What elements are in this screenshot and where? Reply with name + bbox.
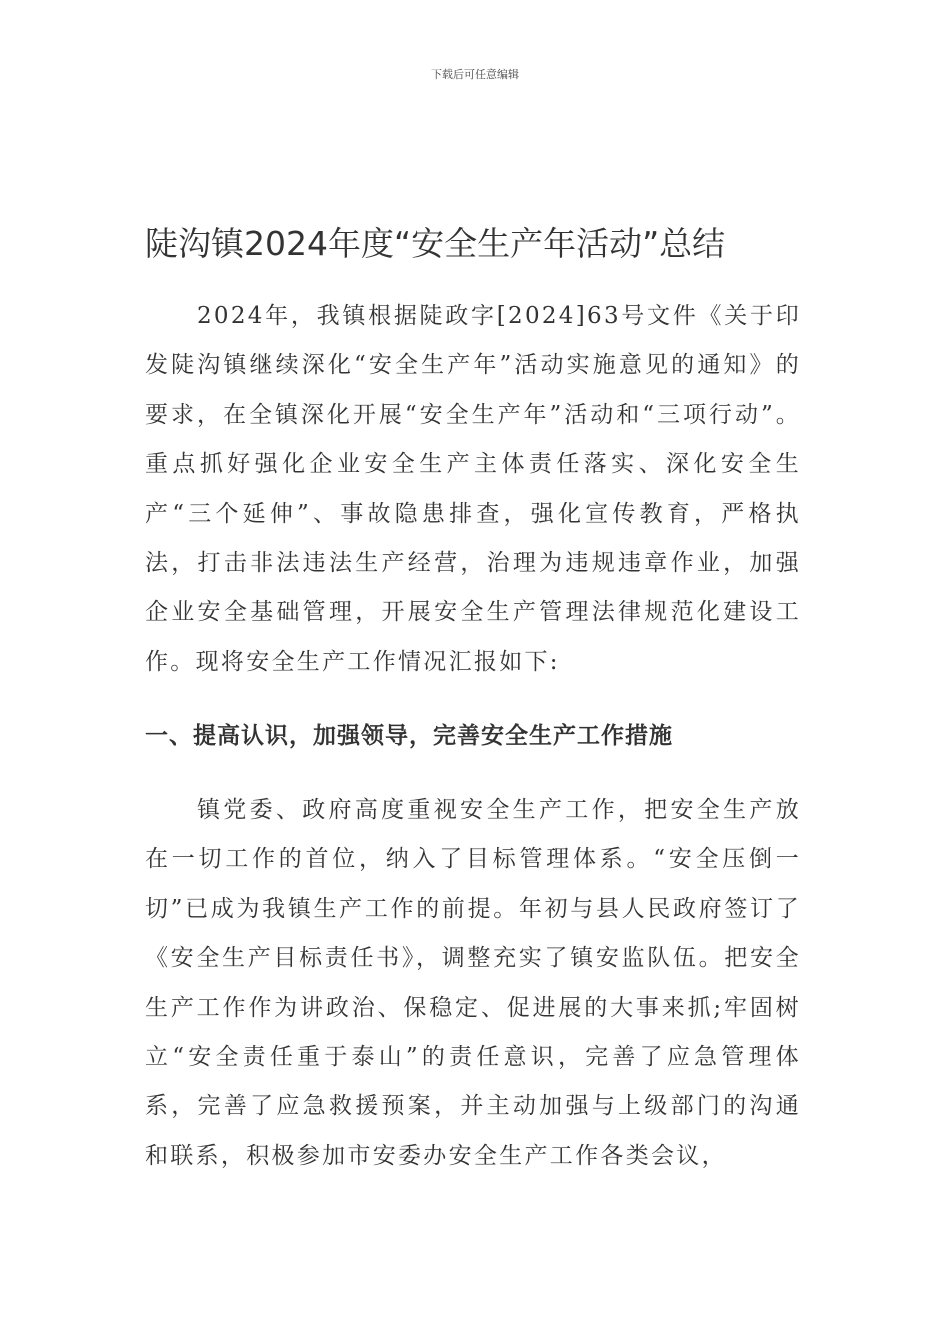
page-header-note: 下载后可任意编辑 (431, 68, 519, 81)
section-heading: 一、提高认识，加强领导，完善安全生产工作措施 (145, 723, 673, 749)
body-paragraph: 镇党委、政府高度重视安全生产工作，把安全生产放在一切工作的首位，纳入了目标管理体系。“安全压倒一切”已成为我镇生产工作的前提。年初与县人民政府签订了《安全生产目标责任书》，调整充实了镇安监队伍。把安全生产工作作为讲政治、保稳定、促进展的大事来抓;牢固树立“安全责任重于泰山”的责任意识，完善了应急管理体系，完善了应急救援预案，并主动加强与上级部门的沟通和联系，积极参加市安委办安全生产工作各类会议， (145, 797, 801, 1169)
body-paragraph: 2024年，我镇根据陡政字[2024]63号文件《关于印发陡沟镇继续深化“安全生产年”活动实施意见的通知》的要求，在全镇深化开展“安全生产年”活动和“三项行动”。重点抓好强化企业安全生产主体责任落实、深化安全生产“三个延伸”、事故隐患排查，强化宣传教育，严格执法，打击非法违法生产经营，治理为违规违章作业，加强企业安全基础管理，开展安全生产管理法律规范化建设工作。现将安全生产工作情况汇报如下: (145, 303, 801, 675)
document-title: 陡沟镇2024年度“安全生产年活动”总结 (145, 224, 726, 263)
